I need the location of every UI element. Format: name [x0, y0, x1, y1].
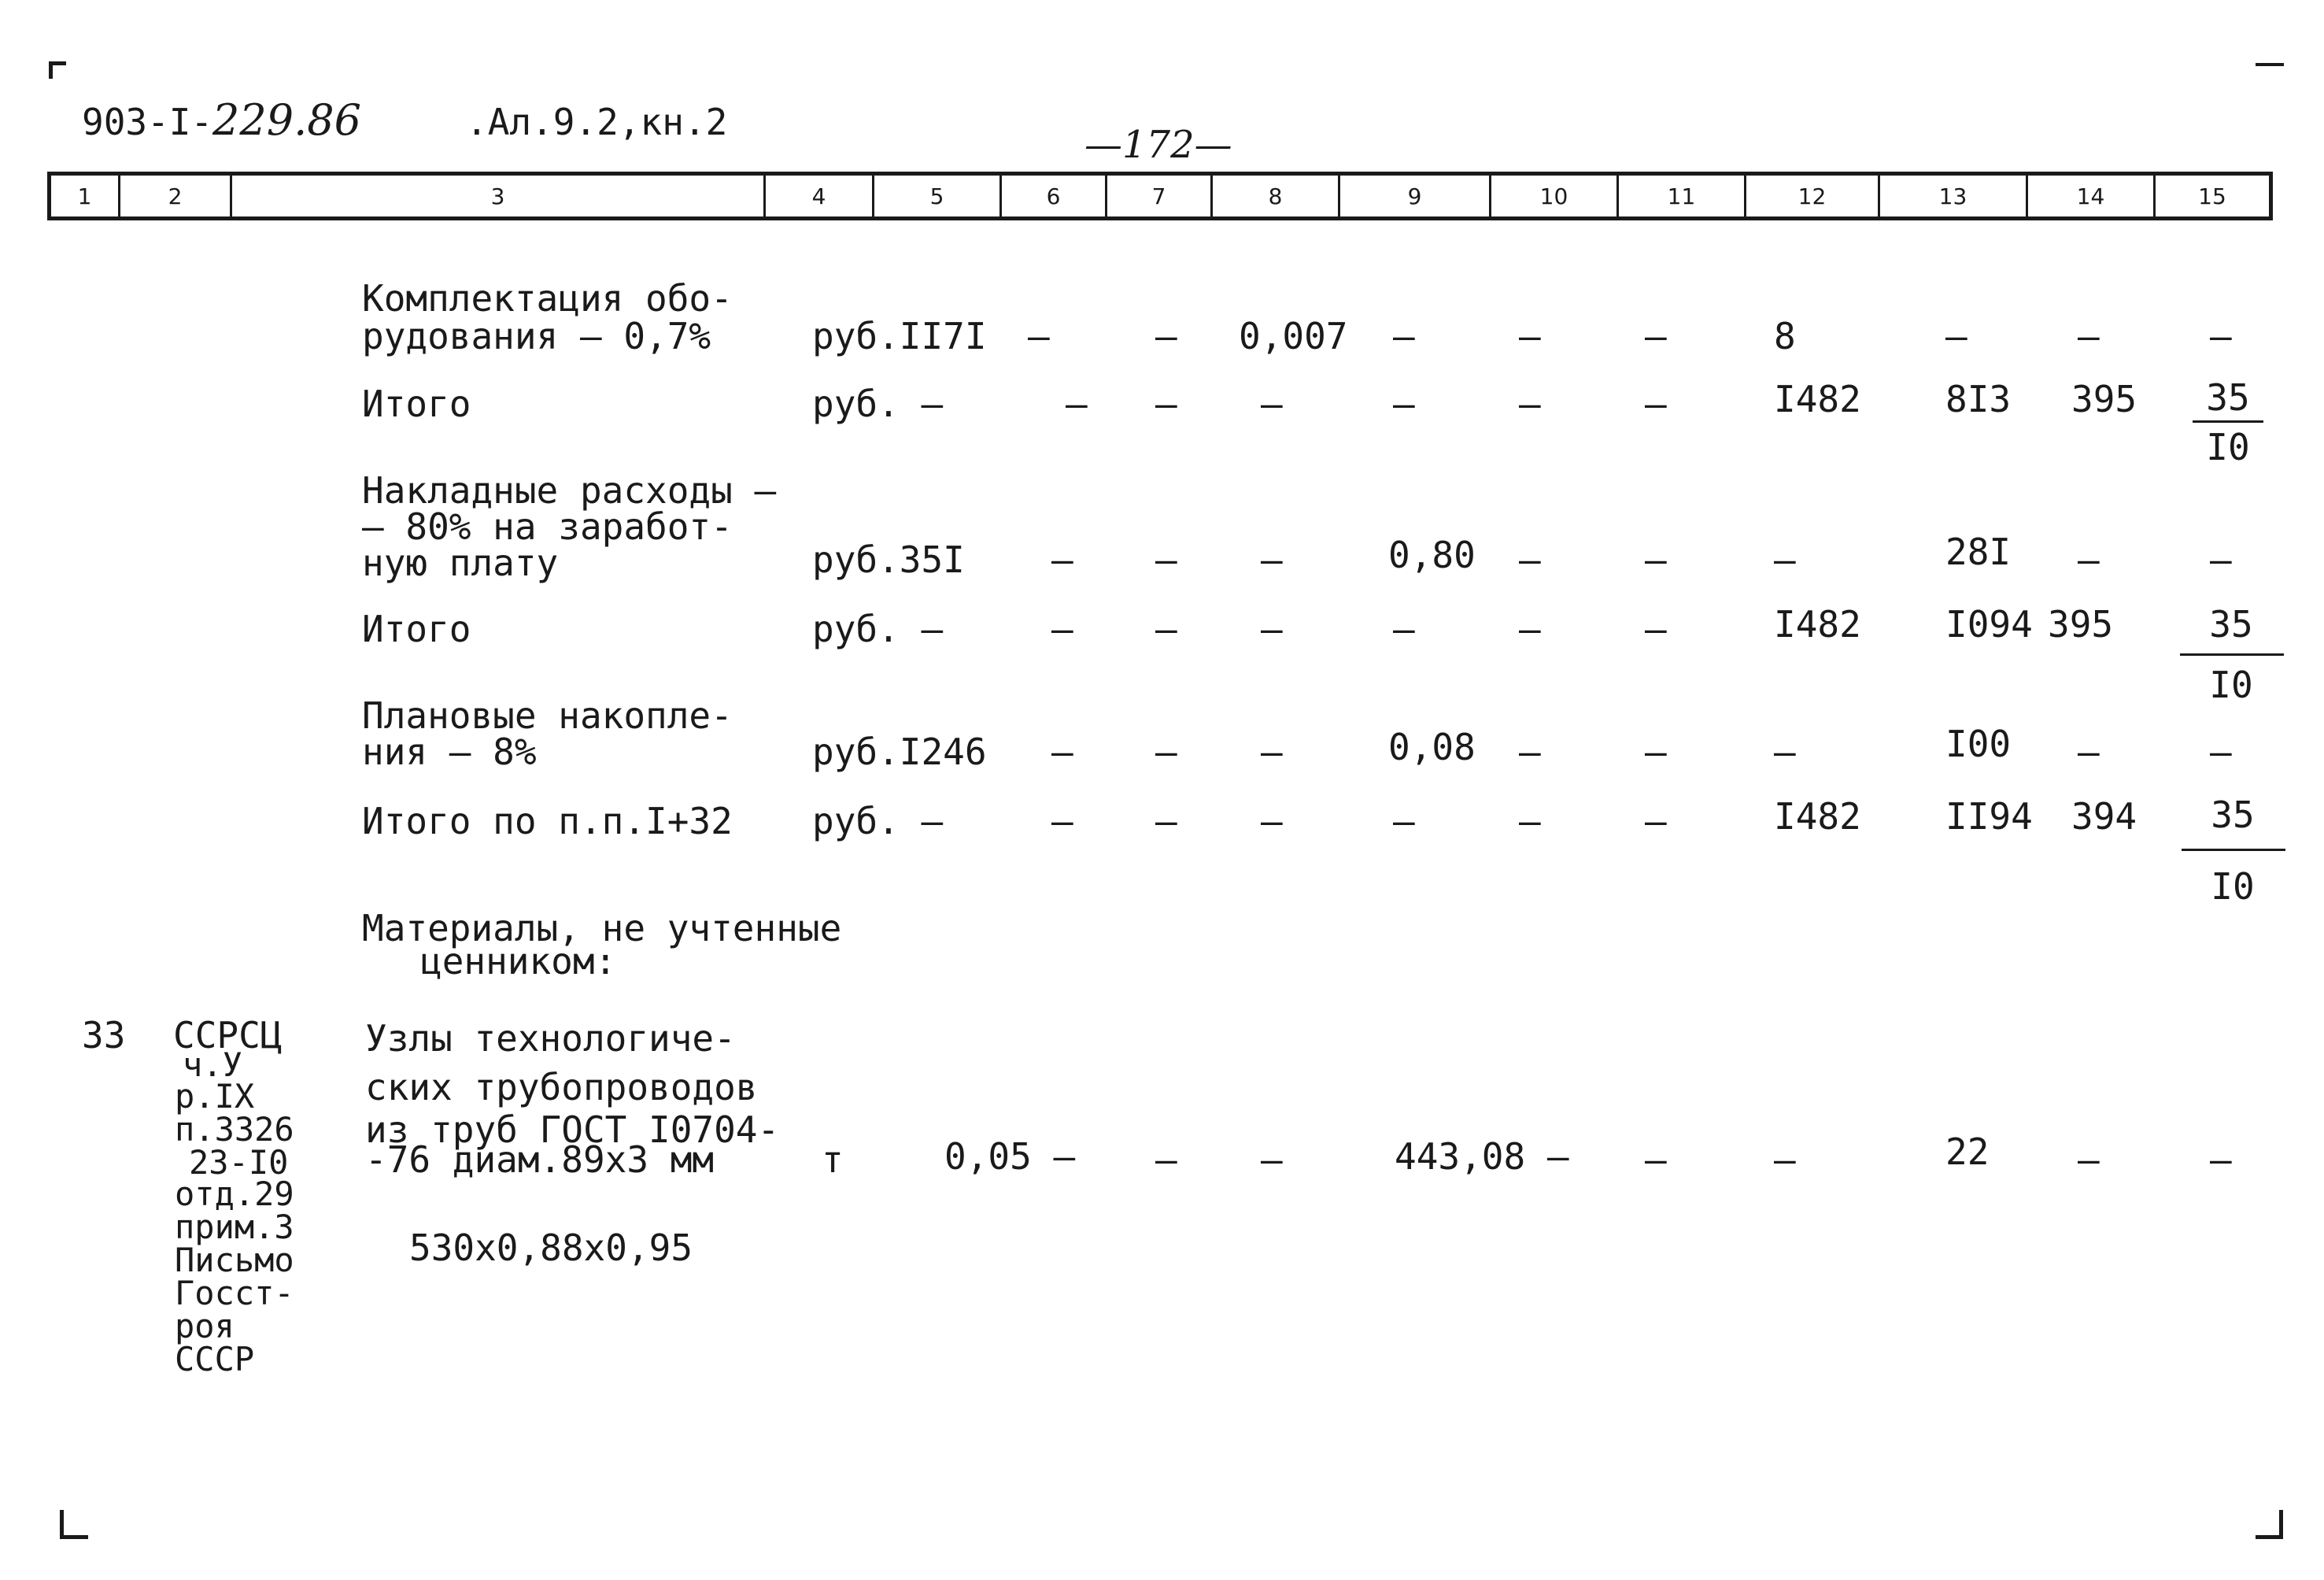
column-header-1: 1: [51, 176, 120, 216]
row-name-line: Накладные расходы –: [362, 469, 777, 512]
cell-col8: –: [1261, 538, 1283, 581]
quantity-formula: 530х0,88х0,95: [409, 1227, 693, 1269]
row-name: Итого: [362, 608, 471, 650]
ref-line: отд.29: [175, 1175, 294, 1213]
cell-col15-fraction: [2197, 794, 2268, 908]
column-header-4: 4: [766, 176, 874, 216]
cell-col9: –: [1393, 315, 1415, 357]
cell-col7: –: [1155, 315, 1177, 357]
column-header-13: 13: [1880, 176, 2028, 216]
fraction-numerator: 35: [2206, 376, 2250, 419]
ref-line: прим.3: [175, 1208, 294, 1246]
corner-mark-bottom-right: [2279, 1510, 2283, 1538]
row-name-line: Комплектация обо-: [362, 277, 733, 320]
cell-col15: –: [2210, 731, 2232, 773]
cell-col6: –: [1051, 731, 1073, 773]
ref-line: ч.У: [183, 1045, 242, 1084]
row-name-line: рудования – 0,7%: [362, 315, 711, 357]
cell-col7: –: [1155, 538, 1177, 581]
cell-col13: I00: [1945, 723, 2012, 765]
cell-col11: –: [1645, 315, 1667, 357]
fraction-numerator: 35: [2211, 794, 2255, 836]
cell-col9: –: [1393, 608, 1415, 650]
ref-line: СССР: [175, 1340, 255, 1378]
cell-col13: 8I3: [1945, 378, 2012, 420]
cell-col10: –: [1519, 315, 1541, 357]
cell-col8: 0,007: [1239, 315, 1348, 357]
column-header-5: 5: [874, 176, 1002, 216]
cell-col12: I482: [1774, 795, 1861, 838]
row-name: Итого: [362, 383, 471, 425]
cell-col10: –: [1519, 608, 1541, 650]
unit-price: руб.II7I: [812, 315, 987, 357]
cell-col15: –: [2210, 538, 2232, 581]
corner-mark-top-right: [2256, 63, 2284, 66]
cell-col13: II94: [1945, 795, 2033, 838]
cell-col9: –: [1393, 800, 1415, 842]
fraction-bar: [2193, 420, 2263, 423]
fraction-bar: [2182, 849, 2285, 851]
cell-col14: 394: [2071, 795, 2137, 838]
album-ref: .Ал.9.2,кн.2: [466, 101, 728, 143]
corner-mark-bottom-right-h: [2256, 1535, 2283, 1539]
unit: т: [822, 1138, 844, 1181]
cell-col8: –: [1261, 800, 1283, 842]
cell-col6: –: [1051, 608, 1073, 650]
cell-col7: –: [1155, 383, 1177, 425]
section-heading: ценником:: [420, 940, 617, 982]
cell-col8: –: [1261, 731, 1283, 773]
unit-price: руб.35I: [812, 538, 965, 581]
unit-price: руб. –: [812, 800, 944, 842]
column-header-7: 7: [1107, 176, 1213, 216]
column-header-11: 11: [1619, 176, 1746, 216]
row-name-line: Узлы технологиче-: [365, 1017, 736, 1060]
row-name-line: Плановые накопле-: [362, 694, 733, 737]
cell-col14: –: [2078, 538, 2100, 581]
page-number: —172—: [1084, 123, 1232, 167]
column-header-6: 6: [1002, 176, 1107, 216]
cell-col10: –: [1519, 800, 1541, 842]
cell-col15: –: [2210, 1138, 2232, 1181]
fraction-denominator: I0: [2206, 426, 2250, 468]
column-header-2: 2: [120, 176, 232, 216]
fraction-bar: [2180, 653, 2284, 656]
row-name-line: из труб ГОСТ I0704-: [365, 1108, 780, 1151]
cell-col9: 0,08: [1388, 726, 1476, 768]
ref-line: п.3326: [175, 1110, 294, 1149]
cell-col9: –: [1393, 383, 1415, 425]
cell-col14: 395: [2071, 378, 2137, 420]
cell-col7: –: [1155, 608, 1177, 650]
row-name-line: ния – 8%: [362, 731, 537, 773]
cell-col13: I094: [1945, 603, 2033, 646]
unit-price: руб.I246: [812, 731, 987, 773]
row-name-line: – 80% на заработ-: [362, 505, 733, 548]
row-name-line: ских трубопроводов: [365, 1066, 758, 1108]
fraction-numerator: 35: [2209, 603, 2253, 646]
ref-line: роя: [175, 1307, 235, 1345]
cell-col15-fraction: [2196, 603, 2267, 706]
cell-col10: –: [1519, 383, 1541, 425]
unit-price: руб. –: [812, 608, 944, 650]
section-heading: Материалы, не учтенные: [362, 907, 842, 949]
ref-line: р.IX: [175, 1077, 255, 1116]
cell-col12: –: [1774, 1138, 1796, 1181]
cell-col8: –: [1261, 608, 1283, 650]
column-header-15: 15: [2198, 183, 2226, 209]
cell-col11: –: [1645, 383, 1667, 425]
row-name-line: ную плату: [362, 542, 559, 584]
cell-col14: –: [2078, 1138, 2100, 1181]
cell-col15: –: [2210, 315, 2232, 357]
column-header-12: 12: [1746, 176, 1880, 216]
cell-col13: –: [1945, 315, 1967, 357]
ref-line: Госст-: [175, 1274, 294, 1312]
cell-col7: –: [1155, 1138, 1177, 1181]
cell-col12: I482: [1774, 603, 1861, 646]
cell-col13: 28I: [1945, 531, 2012, 573]
column-header-3: 3: [232, 176, 766, 216]
doc-prefix: 903-I-: [82, 101, 213, 143]
corner-mark-bottom-left: [60, 1510, 64, 1538]
row-name: Итого по п.п.I+32: [362, 800, 733, 842]
cell-col15-fraction: [2193, 376, 2263, 468]
cell-col11: –: [1645, 608, 1667, 650]
cell-col10: –: [1519, 731, 1541, 773]
cell-col5: –: [1028, 315, 1050, 357]
cell-col6: –: [1066, 383, 1088, 425]
cell-col11: –: [1645, 1138, 1667, 1181]
cell-col12: –: [1774, 538, 1796, 581]
column-header-9: 9: [1340, 176, 1491, 216]
column-header-14: 14: [2028, 176, 2156, 216]
cell-col10: –: [1519, 538, 1541, 581]
cell-col7: –: [1155, 800, 1177, 842]
unit-price: руб. –: [812, 383, 944, 425]
cell-col14: –: [2078, 731, 2100, 773]
cell-col6: –: [1051, 800, 1073, 842]
cell-col8: –: [1261, 383, 1283, 425]
cell-col14: 395: [2048, 603, 2114, 646]
ref-line: 23-I0: [189, 1143, 289, 1182]
ref-line: ССРСЦ: [173, 1014, 283, 1056]
cell-col14: –: [2078, 315, 2100, 357]
cell-col9: 443,08 –: [1395, 1135, 1569, 1178]
column-header-10: 10: [1491, 176, 1619, 216]
column-header-8: 8: [1213, 176, 1340, 216]
cell-col13: 22: [1945, 1130, 1990, 1173]
fraction-denominator: I0: [2209, 664, 2253, 706]
cell-col12: I482: [1774, 378, 1861, 420]
row-number: 33: [82, 1014, 126, 1056]
quantity: 0,05 –: [944, 1135, 1076, 1178]
cell-col6: –: [1051, 538, 1073, 581]
doc-number: 229.86: [212, 95, 361, 145]
corner-mark-top-left-h: [49, 61, 66, 65]
corner-mark-bottom-left-h: [60, 1535, 88, 1539]
cell-col11: –: [1645, 731, 1667, 773]
cell-col11: –: [1645, 800, 1667, 842]
row-name-line: -76 диам.89х3 мм: [365, 1138, 715, 1181]
cell-col9: 0,80: [1388, 534, 1476, 576]
cell-col8: –: [1261, 1138, 1283, 1181]
ref-line: Письмо: [175, 1241, 294, 1279]
cell-col12: 8: [1774, 315, 1796, 357]
fraction-denominator: I0: [2211, 865, 2255, 908]
column-header-strip: [47, 172, 2273, 220]
cell-col7: –: [1155, 731, 1177, 773]
cell-col12: –: [1774, 731, 1796, 773]
cell-col11: –: [1645, 538, 1667, 581]
